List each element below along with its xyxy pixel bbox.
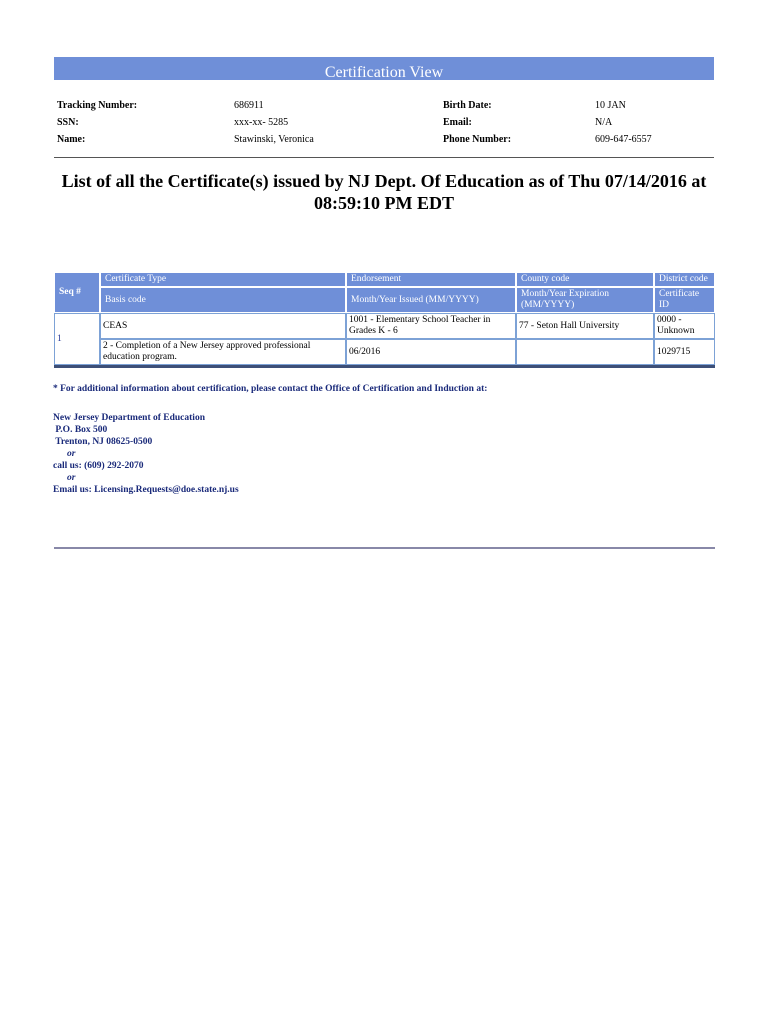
- cell-endorsement: 1001 - Elementary School Teacher in Grades K - 6: [346, 313, 516, 339]
- contact-phone: call us: (609) 292-2070: [53, 461, 144, 471]
- contact-city: Trenton, NJ 08625-0500: [53, 437, 153, 447]
- contact-email-link[interactable]: Email us: Licensing.Requests@doe.state.nj.us: [53, 485, 239, 495]
- email-label: Email:: [443, 117, 472, 128]
- table-row: [54, 339, 715, 365]
- col-header-endorsement: Endorsement: [346, 272, 516, 287]
- phone-label: Phone Number:: [443, 134, 512, 145]
- info-row-ssn: [57, 117, 717, 134]
- col-header-county-code: County code: [516, 272, 654, 287]
- info-row-name: [57, 134, 717, 151]
- contact-or: or: [67, 449, 76, 459]
- cell-certificate-type: CEAS: [100, 313, 346, 339]
- contact-info: [53, 383, 487, 496]
- page-title: Certification View: [54, 57, 714, 80]
- divider-top: [54, 157, 714, 158]
- email-value: N/A: [595, 117, 613, 128]
- contact-note: * For additional information about certification, please contact the Office of Certification and Induction at:: [53, 384, 488, 394]
- col-header-basis-code: Basis code: [100, 287, 346, 313]
- info-row-tracking: [57, 100, 717, 117]
- cell-county-code: 77 - Seton Hall University: [516, 313, 654, 339]
- cell-expiration: [516, 339, 654, 365]
- name-value: Stawinski, Veronica: [234, 134, 314, 145]
- cell-certificate-id: 1029715: [654, 339, 715, 365]
- col-header-seq: Seq #: [54, 272, 100, 313]
- phone-value: 609-647-6557: [595, 134, 652, 145]
- cell-district-code: 0000 - Unknown: [654, 313, 715, 339]
- contact-po-box: P.O. Box 500: [53, 425, 108, 435]
- tracking-number-value: 686911: [234, 100, 264, 111]
- divider-bottom: [54, 547, 715, 549]
- cell-issued: 06/2016: [346, 339, 516, 365]
- birth-date-label: Birth Date:: [443, 100, 492, 111]
- certificates-table: [54, 272, 715, 368]
- table-row: [54, 313, 715, 339]
- ssn-label: SSN:: [57, 117, 79, 128]
- applicant-info: [57, 100, 717, 151]
- birth-date-value: 10 JAN: [595, 100, 626, 111]
- ssn-value: xxx-xx- 5285: [234, 117, 289, 128]
- col-header-expiration: Month/Year Expiration (MM/YYYY): [516, 287, 654, 313]
- col-header-certificate-id: Certificate ID: [654, 287, 715, 313]
- col-header-certificate-type: Certificate Type: [100, 272, 346, 287]
- cell-basis-code: 2 - Completion of a New Jersey approved professional education program.: [100, 339, 346, 365]
- col-header-district-code: District code: [654, 272, 715, 287]
- name-label: Name:: [57, 134, 86, 145]
- tracking-number-label: Tracking Number:: [57, 100, 138, 111]
- certificates-heading: List of all the Certificate(s) issued by NJ Dept. Of Education as of Thu 07/14/2016 at 08:59:10 PM EDT: [61, 171, 707, 213]
- cell-seq: 1: [54, 313, 100, 365]
- col-header-issued: Month/Year Issued (MM/YYYY): [346, 287, 516, 313]
- contact-org: New Jersey Department of Education: [53, 413, 205, 423]
- contact-or: or: [67, 473, 76, 483]
